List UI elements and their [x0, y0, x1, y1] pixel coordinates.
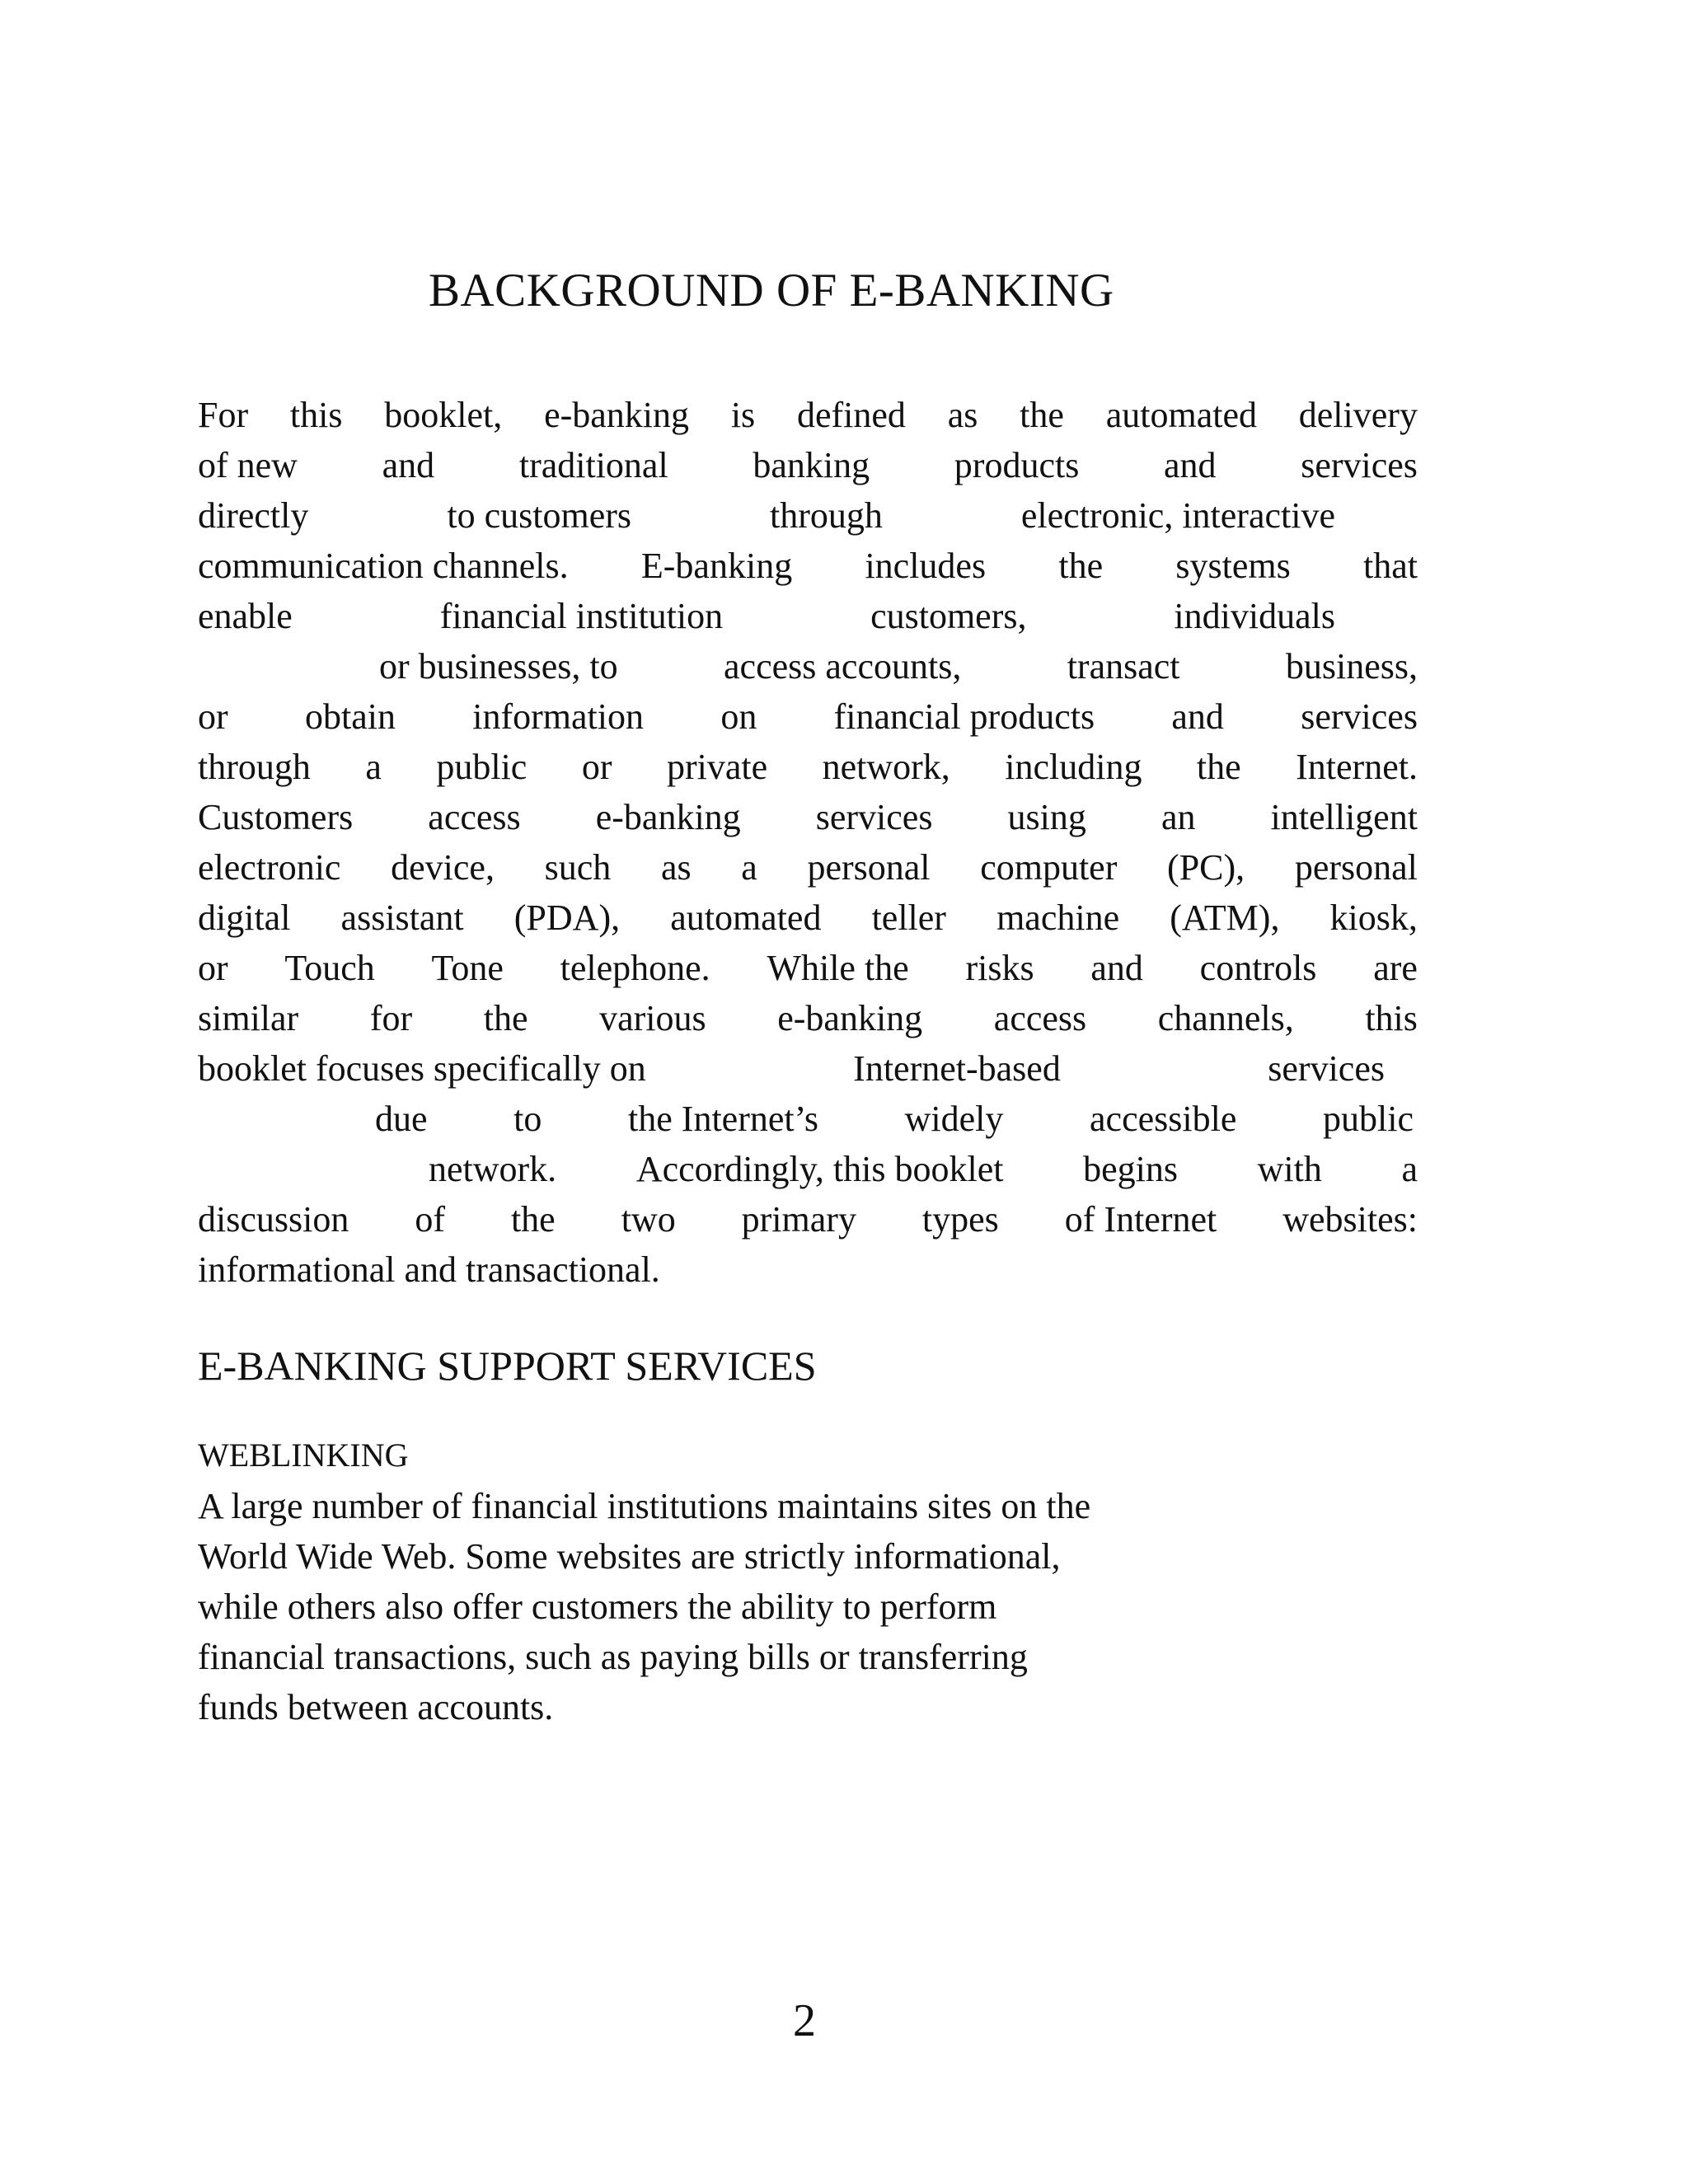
word: private: [666, 747, 768, 787]
word: For: [198, 395, 249, 435]
word: products: [954, 445, 1080, 485]
word: Internet-based: [853, 1048, 1061, 1089]
word: and: [1090, 948, 1143, 988]
word: personal: [807, 847, 931, 888]
word: including: [1005, 747, 1142, 787]
word: electronic, interactive: [1020, 495, 1335, 536]
word: services: [1301, 445, 1418, 485]
paragraph-line: [198, 945, 1418, 991]
word: types: [921, 1199, 999, 1240]
word: E-banking: [640, 546, 793, 586]
word: this: [289, 395, 343, 435]
paragraph-line: A large number of financial institutions maintains sites on the: [198, 1486, 1091, 1526]
paragraph-line: [198, 593, 1335, 640]
word: a: [1401, 1149, 1418, 1189]
word: with: [1257, 1149, 1322, 1189]
paragraph-line: [198, 493, 1335, 539]
word: assistant: [340, 898, 464, 938]
word: the Internet’s: [628, 1099, 818, 1139]
subsection-heading: WEBLINKING: [198, 1436, 409, 1474]
paragraph-line: [198, 996, 1418, 1042]
word: an: [1160, 797, 1196, 837]
word: controls: [1199, 948, 1317, 988]
paragraph-line: [198, 845, 1418, 891]
word: kiosk,: [1329, 898, 1418, 938]
word: or: [198, 948, 228, 988]
word: of new: [198, 445, 298, 485]
word: services: [1301, 696, 1418, 737]
word: the: [1020, 395, 1064, 435]
paragraph-line: [198, 1247, 1418, 1293]
word: using: [1007, 797, 1086, 837]
word: or: [581, 747, 612, 787]
word: similar: [198, 998, 299, 1038]
paragraph-line: while others also offer customers the ability to perform: [198, 1586, 997, 1627]
word: due: [375, 1099, 428, 1139]
word: Touch: [284, 948, 375, 988]
paragraph-line: [198, 1197, 1418, 1243]
paragraph-line: [198, 543, 1418, 589]
word: discussion: [198, 1199, 349, 1240]
page-title: BACKGROUND OF E-BANKING: [429, 265, 1114, 316]
word: business,: [1285, 646, 1418, 687]
word: individuals: [1174, 596, 1335, 636]
word: computer: [980, 847, 1118, 888]
word: the: [1196, 747, 1241, 787]
word: or businesses, to: [379, 646, 618, 687]
word: e-banking: [777, 998, 923, 1038]
word: personal: [1294, 847, 1418, 888]
word: access accounts,: [724, 646, 962, 687]
paragraph-line: funds between accounts.: [198, 1687, 554, 1727]
word: transact: [1067, 646, 1180, 687]
word: automated: [1105, 395, 1257, 435]
word: two: [621, 1199, 676, 1240]
word: intelligent: [1270, 797, 1418, 837]
word: of: [415, 1199, 445, 1240]
word: for: [369, 998, 413, 1038]
paragraph-line: [198, 794, 1418, 841]
word: financial institution: [439, 596, 724, 636]
word: automated: [670, 898, 822, 938]
word: information: [472, 696, 644, 737]
word: and: [382, 445, 435, 485]
word: Internet.: [1296, 747, 1418, 787]
word: channels,: [1157, 998, 1294, 1038]
word: a: [741, 847, 757, 888]
paragraph-line: World Wide Web. Some websites are strictly informational,: [198, 1536, 1061, 1577]
word: telephone.: [560, 948, 710, 988]
word: includes: [865, 546, 987, 586]
word: through: [770, 495, 883, 536]
word: of Internet: [1064, 1199, 1217, 1240]
word: services: [1268, 1048, 1385, 1089]
word: communication channels.: [198, 546, 569, 586]
word: as: [947, 395, 978, 435]
paragraph-line: [198, 694, 1418, 740]
word: widely: [904, 1099, 1004, 1139]
word: primary: [741, 1199, 856, 1240]
word: e-banking: [595, 797, 741, 837]
paragraph-line: [429, 1146, 1418, 1193]
word: network,: [822, 747, 950, 787]
word: is: [730, 395, 756, 435]
word: network.: [429, 1149, 557, 1189]
word: this: [1365, 998, 1418, 1038]
word: or: [198, 696, 228, 737]
word: digital: [198, 898, 291, 938]
paragraph-line: [198, 392, 1418, 438]
word: to: [513, 1099, 542, 1139]
word: systems: [1175, 546, 1291, 586]
word: are: [1373, 948, 1418, 988]
word: While the: [767, 948, 909, 988]
word: as: [660, 847, 692, 888]
word: on: [720, 696, 757, 737]
paragraph-line: [375, 1096, 1414, 1142]
word: e-banking: [544, 395, 690, 435]
word: that: [1362, 546, 1418, 586]
word: websites:: [1282, 1199, 1418, 1240]
word: access: [993, 998, 1087, 1038]
word: accessible: [1090, 1099, 1237, 1139]
word: risks: [965, 948, 1034, 988]
word: various: [599, 998, 706, 1038]
word: (PDA),: [513, 898, 621, 938]
word: (PC),: [1167, 847, 1245, 888]
word: obtain: [304, 696, 396, 737]
word: the: [483, 998, 528, 1038]
word: banking: [753, 445, 870, 485]
word: the: [510, 1199, 556, 1240]
word: public: [1323, 1099, 1414, 1139]
word: access: [428, 797, 521, 837]
paragraph-line: [198, 443, 1418, 489]
word: traditional: [518, 445, 668, 485]
word: to customers: [447, 495, 632, 536]
word: electronic: [198, 847, 341, 888]
word: such: [544, 847, 612, 888]
word: booklet,: [384, 395, 503, 435]
word: the: [1058, 546, 1104, 586]
word: a: [365, 747, 382, 787]
paragraph-line: financial transactions, such as paying bills or transferring: [198, 1637, 1028, 1677]
section-heading: E-BANKING SUPPORT SERVICES: [198, 1343, 817, 1389]
word: defined: [796, 395, 906, 435]
word: and: [1171, 696, 1224, 737]
word: (ATM),: [1170, 898, 1280, 938]
word: machine: [996, 898, 1120, 938]
word: financial products: [833, 696, 1095, 737]
word: teller: [871, 898, 946, 938]
word: device,: [391, 847, 495, 888]
paragraph-line: [198, 895, 1418, 941]
word: through: [198, 747, 311, 787]
word: informational and transactional.: [198, 1249, 660, 1290]
page-number: 2: [793, 1995, 816, 2046]
paragraph-line: [198, 744, 1418, 790]
paragraph-line: [379, 644, 1418, 690]
paragraph-line: [198, 1046, 1385, 1092]
word: services: [815, 797, 933, 837]
word: Tone: [431, 948, 504, 988]
word: Customers: [198, 797, 354, 837]
word: Accordingly, this booklet: [635, 1149, 1004, 1189]
word: and: [1164, 445, 1217, 485]
word: customers,: [870, 596, 1027, 636]
word: directly: [198, 495, 309, 536]
word: enable: [198, 596, 293, 636]
word: begins: [1083, 1149, 1178, 1189]
word: public: [436, 747, 528, 787]
word: booklet focuses specifically on: [198, 1048, 646, 1089]
word: delivery: [1298, 395, 1418, 435]
